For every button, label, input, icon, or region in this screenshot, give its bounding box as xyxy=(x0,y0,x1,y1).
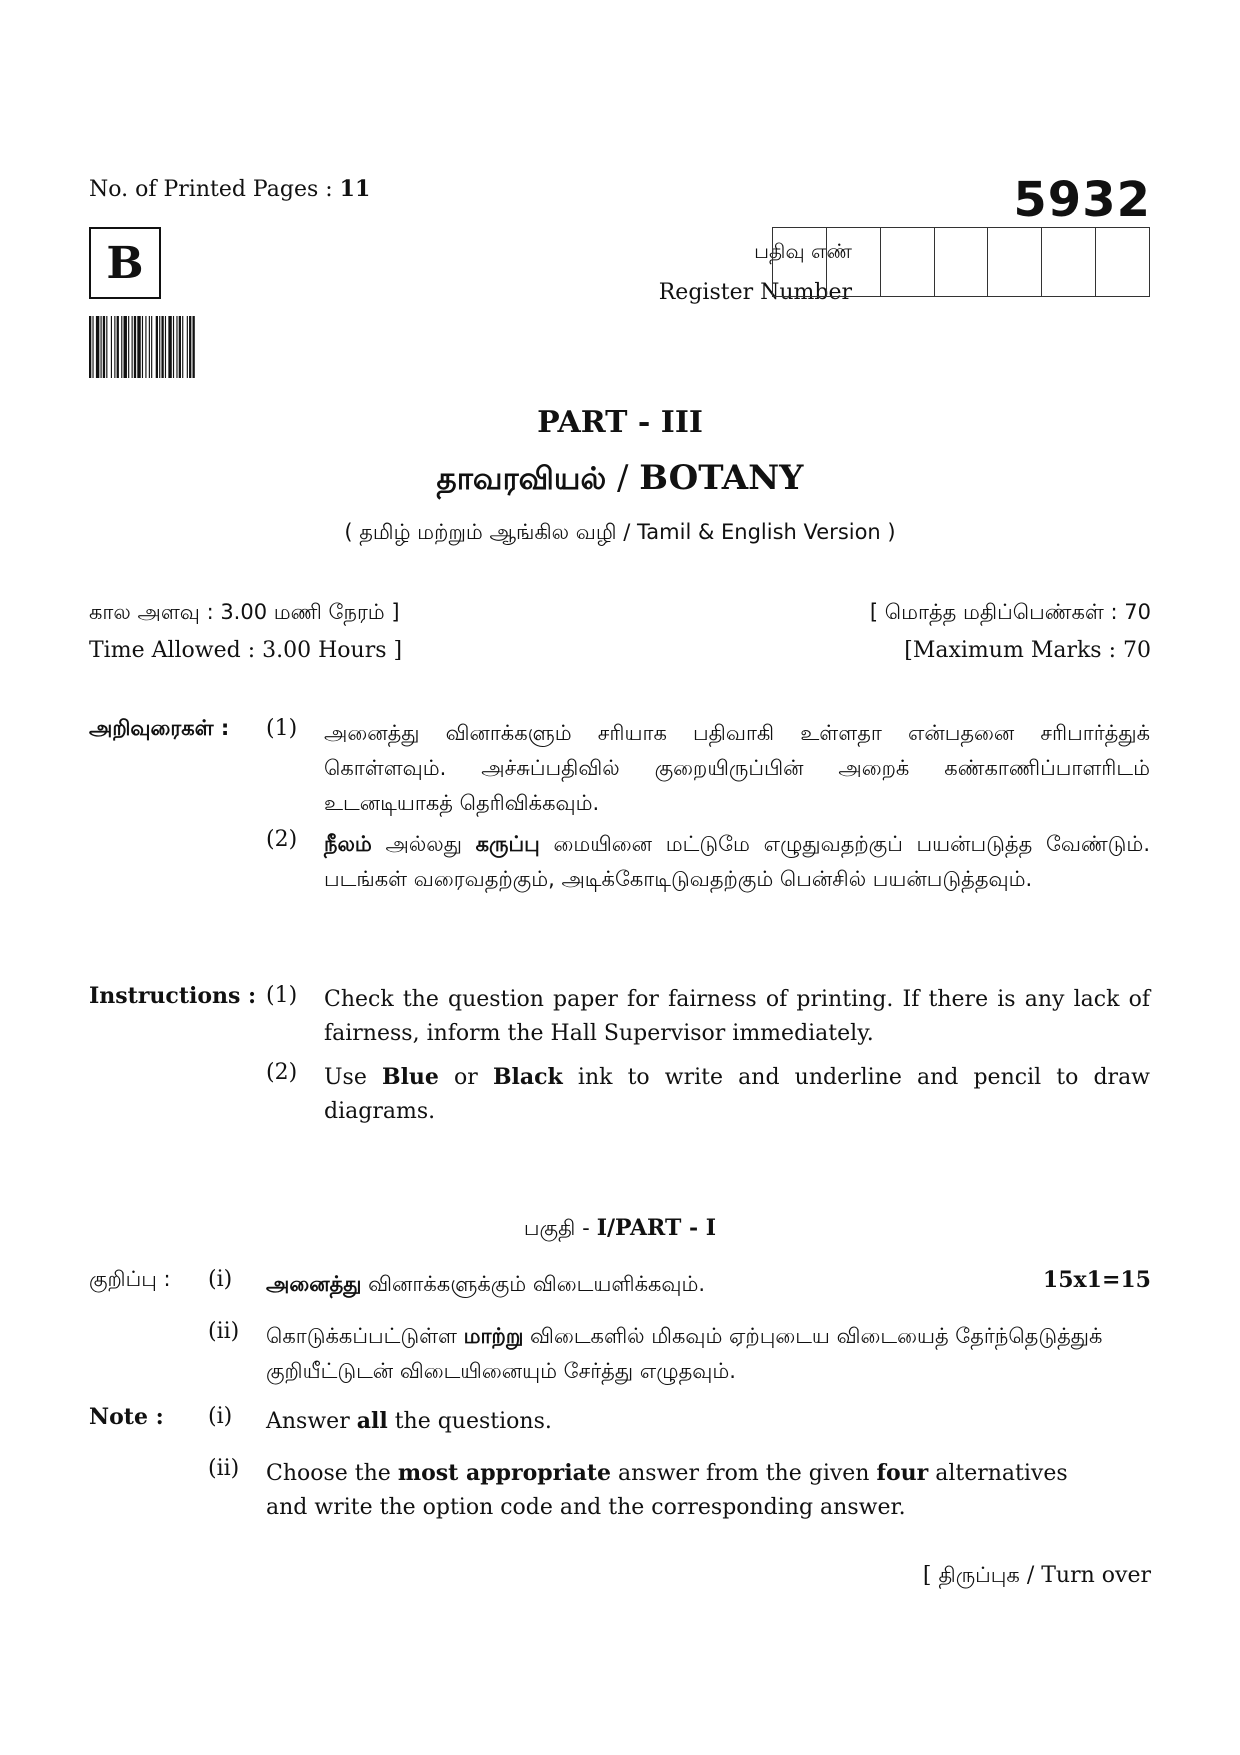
instruction-en-number: (1) xyxy=(266,983,298,1008)
barcode-bar xyxy=(179,316,181,378)
or-ta: அல்லது xyxy=(371,832,476,856)
note-en-text xyxy=(266,1404,552,1439)
note-ta-label: குறிப்பு : xyxy=(89,1267,171,1291)
subject-ta: தாவரவியல் xyxy=(436,461,607,497)
barcode-bar xyxy=(168,316,171,378)
register-digit-box[interactable] xyxy=(827,228,881,296)
note-en-pre: Choose the xyxy=(266,1461,398,1486)
barcode-bar xyxy=(124,316,127,378)
instruction-en-number: (2) xyxy=(266,1060,298,1085)
barcode-bar xyxy=(159,316,160,378)
barcode-icon xyxy=(89,316,275,378)
printed-pages-label: No. of Printed Pages : xyxy=(89,177,340,202)
barcode-bar xyxy=(193,316,195,378)
register-label-en: Register Number xyxy=(658,280,852,305)
ink-black-ta: கருப்பு xyxy=(475,832,540,856)
note-en-label: Note : xyxy=(89,1404,164,1430)
barcode-bar xyxy=(89,316,91,378)
note-ta-number: (i) xyxy=(208,1267,233,1292)
time-allowed-en: Time Allowed : 3.00 Hours ] xyxy=(89,638,403,663)
barcode-bar xyxy=(145,316,146,378)
section-marks: 15x1=15 xyxy=(1042,1267,1151,1293)
barcode-bar xyxy=(117,316,119,378)
register-label-ta: பதிவு எண் xyxy=(754,239,852,263)
register-digit-box[interactable] xyxy=(935,228,989,296)
instruction-ta-number: (1) xyxy=(266,716,298,741)
barcode-bar xyxy=(182,316,183,378)
instruction-ta-number: (2) xyxy=(266,827,298,852)
max-marks-ta: [ மொத்த மதிப்பெண்கள் : 70 xyxy=(869,600,1151,624)
barcode-bar xyxy=(149,316,150,378)
register-digit-box[interactable] xyxy=(1096,228,1149,296)
ink-black: Black xyxy=(492,1064,563,1090)
instructions-ta-label: அறிவுரைகள் : xyxy=(89,716,230,740)
time-allowed-ta: கால அளவு : 3.00 மணி நேரம் ] xyxy=(89,600,400,624)
series-letter: B xyxy=(106,237,144,289)
barcode-bar xyxy=(165,316,166,378)
barcode-bar xyxy=(106,316,107,378)
instruction-en-text: Check the question paper for fairness of printing. If there is any lack of fairness, inform the Hall Supervisor immediately. xyxy=(324,987,1150,1046)
instruction-ta-text xyxy=(324,827,1150,897)
ink-blue: Blue xyxy=(381,1064,439,1090)
series-box xyxy=(89,227,161,299)
note-en-pre: Answer xyxy=(266,1409,357,1434)
note-en-text xyxy=(266,1456,1106,1525)
use-label: Use xyxy=(324,1065,382,1090)
section-title-sep: - xyxy=(575,1216,597,1241)
register-digit-box[interactable] xyxy=(988,228,1042,296)
ink-blue-ta: நீலம் xyxy=(324,832,372,856)
instruction-ta-rest: மையினை மட்டுமே எழுதுவதற்குப் பயன்படுத்த வேண்டும். படங்கள் வரைவதற்கும், அடிக்கோடிடுவதற்கும் பென்சில் பயன்படுத்தவும். xyxy=(324,832,1150,891)
alternative-ta: மாற்று xyxy=(463,1324,524,1348)
note-ta-number: (ii) xyxy=(208,1319,240,1344)
barcode-bar xyxy=(96,316,99,378)
barcode-bar xyxy=(134,316,136,378)
barcode-bar xyxy=(114,316,115,378)
turn-over xyxy=(923,1563,1151,1590)
barcode-bar xyxy=(176,316,177,378)
instructions-en-label: Instructions : xyxy=(89,983,257,1009)
register-digit-box[interactable] xyxy=(881,228,935,296)
section-title-ta: பகுதி xyxy=(523,1216,576,1240)
note-en-number: (ii) xyxy=(208,1456,240,1481)
barcode-bar xyxy=(189,316,191,378)
barcode-bar xyxy=(103,316,105,378)
or-label: or xyxy=(438,1065,493,1090)
barcode-bar xyxy=(111,316,112,378)
printed-pages xyxy=(89,176,370,202)
four-label: four xyxy=(876,1460,929,1486)
note-en-mid: answer from the given xyxy=(611,1461,877,1486)
note-ta-rest: வினாக்களுக்கும் விடையளிக்கவும். xyxy=(361,1272,706,1296)
note-ta-text xyxy=(266,1319,1106,1389)
barcode-bar xyxy=(156,316,158,378)
section-title-en: I/PART - I xyxy=(596,1215,717,1241)
barcode-bar xyxy=(142,316,143,378)
barcode-bar xyxy=(121,316,122,378)
turn-over-en: / Turn over xyxy=(1019,1563,1151,1588)
barcode-bar xyxy=(128,316,129,378)
register-digit-box[interactable] xyxy=(1042,228,1096,296)
barcode-bar xyxy=(151,316,152,378)
note-ta-text xyxy=(266,1267,705,1302)
most-appropriate: most appropriate xyxy=(397,1460,612,1486)
note-ta-pre: கொடுக்கப்பட்டுள்ள xyxy=(266,1324,464,1348)
instruction-ta-text: அனைத்து வினாக்களும் சரியாக பதிவாகி உள்ளதா என்பதனை சரிபார்த்துக் கொள்ளவும். அச்சுப்பதிவில் குறையிருப்பின் அறைக் கண்காணிப்பாளரிடம் உடனடியாகத் தெரிவிக்கவும். xyxy=(324,721,1150,815)
turn-over-ta: திருப்புக xyxy=(938,1563,1020,1587)
note-en-rest: alternatives and write the option code and the corresponding answer. xyxy=(266,1461,1068,1520)
version-line: ( தமிழ் மற்றும் ஆங்கில வழி / Tamil & English Version ) xyxy=(344,520,896,544)
register-number-grid[interactable] xyxy=(772,227,1150,297)
printed-pages-value: 11 xyxy=(339,176,371,202)
barcode-bar xyxy=(161,316,163,378)
barcode-bar xyxy=(92,316,93,378)
paper-code: 5932 xyxy=(1013,172,1151,228)
part-title: PART - III xyxy=(537,405,703,440)
note-ta-rest: விடைகளில் மிகவும் ஏற்புடைய விடையைத் தேர்ந்தெடுத்துக் குறியீட்டுடன் விடையினையும் சேர்த்து எழுதவும். xyxy=(266,1324,1103,1383)
subject-title xyxy=(0,458,1240,501)
max-marks-en: [Maximum Marks : 70 xyxy=(904,638,1151,663)
turn-over-bracket: [ xyxy=(922,1563,939,1588)
note-en-number: (i) xyxy=(208,1404,233,1429)
instruction-en-rest: ink to write and underline and pencil to draw diagrams. xyxy=(324,1065,1151,1124)
barcode-bar xyxy=(187,316,188,378)
register-digit-box[interactable] xyxy=(773,228,827,296)
barcode-bar xyxy=(101,316,102,378)
barcode-bar xyxy=(132,316,133,378)
all-label: all xyxy=(356,1408,388,1434)
all-ta: அனைத்து xyxy=(266,1272,362,1296)
subject-separator: / xyxy=(606,458,640,498)
barcode-bar xyxy=(137,316,140,378)
instruction-en-text xyxy=(324,1060,1150,1129)
note-en-rest: the questions. xyxy=(387,1409,552,1434)
section-title xyxy=(0,1215,1240,1243)
subject-en: BOTANY xyxy=(639,458,804,498)
barcode-bar xyxy=(173,316,174,378)
